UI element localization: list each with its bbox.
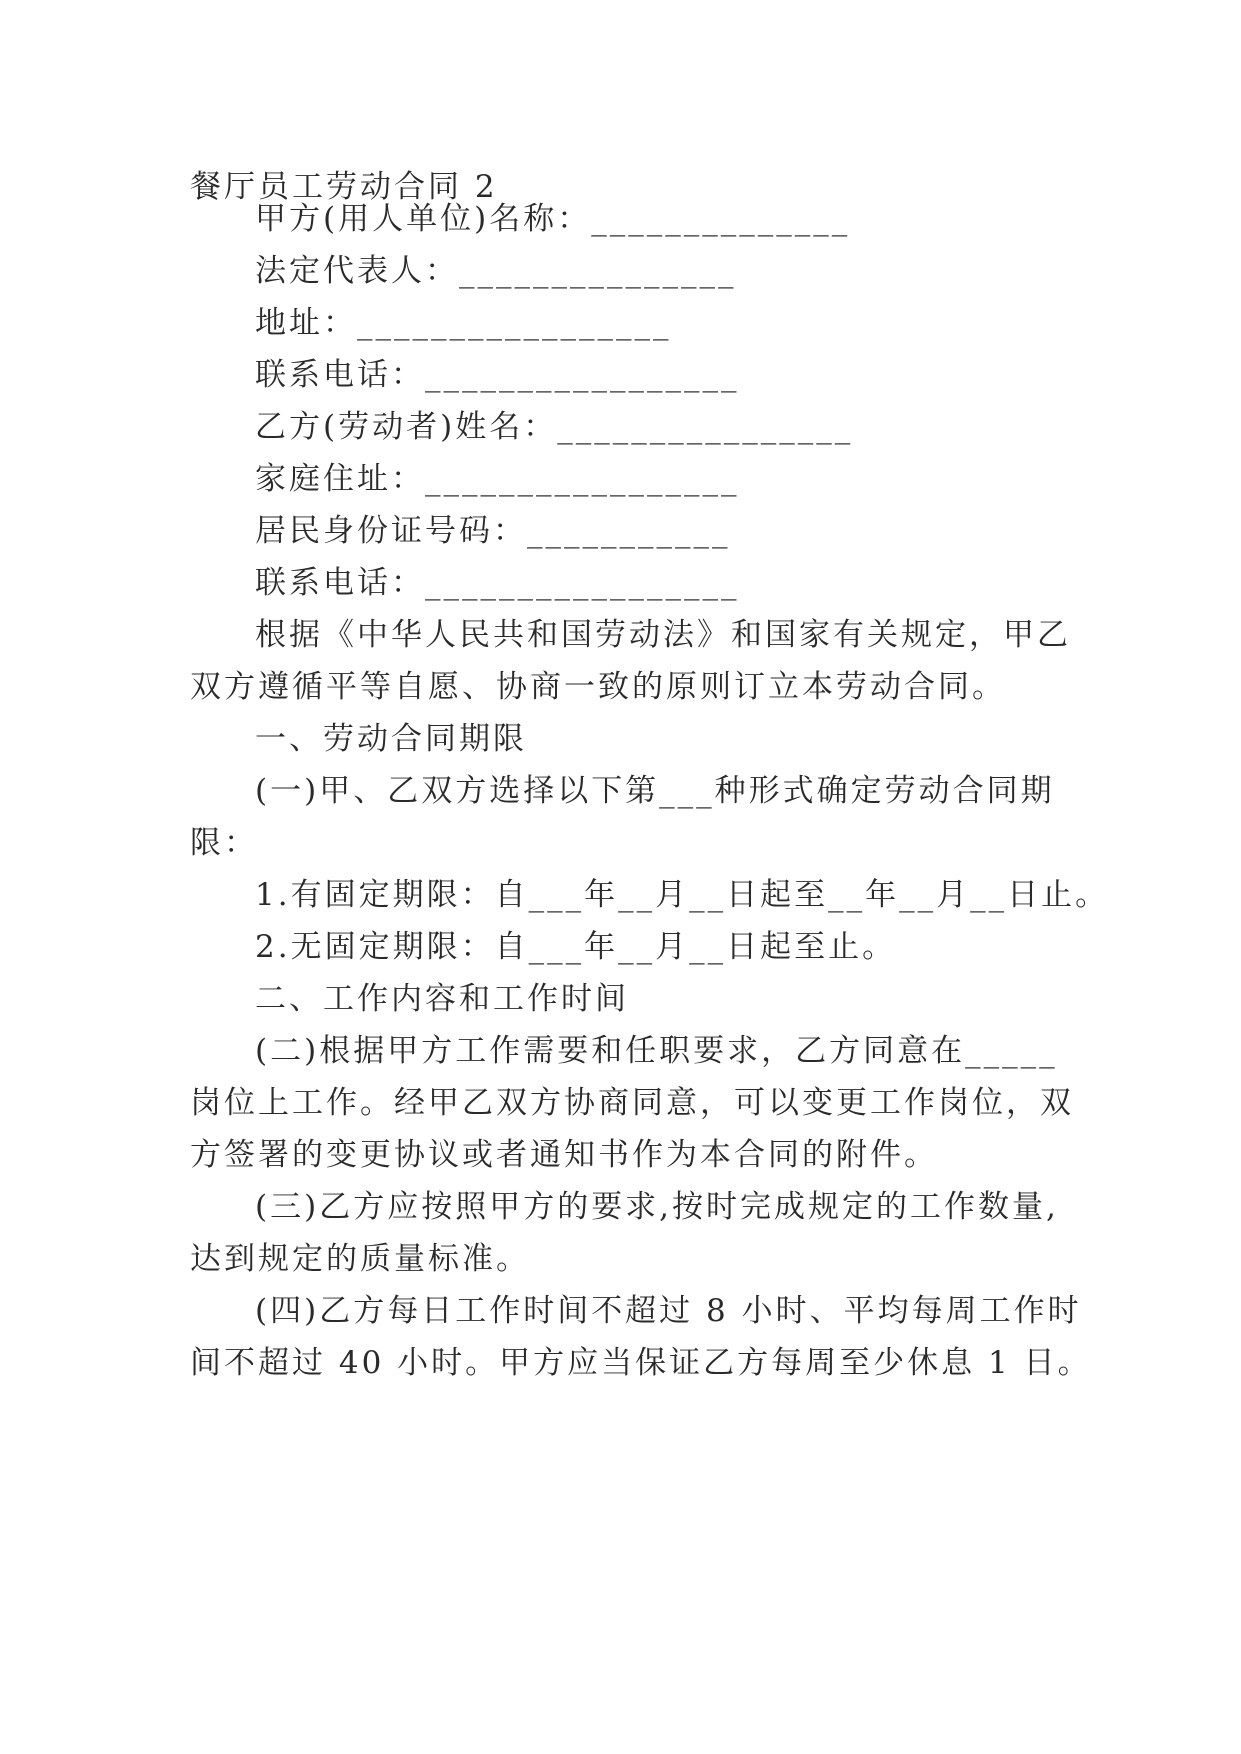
- option-fixed-term: 1.有固定期限：自___年__月__日起至__年__月__日止。: [255, 877, 1110, 913]
- clause-1-line-1: (一)甲、乙双方选择以下第___种形式确定劳动合同期: [255, 773, 1055, 809]
- clause-2-line-1: (二)根据甲方工作需要和任职要求，乙方同意在_____: [255, 1033, 1058, 1069]
- field-address: 地址：_________________: [255, 305, 672, 341]
- field-legal-rep: 法定代表人：_______________: [255, 253, 737, 289]
- intro-line-1: 根据《中华人民共和国劳动法》和国家有关规定，甲乙: [255, 617, 1071, 653]
- document-title: 餐厅员工劳动合同 2: [190, 169, 498, 205]
- field-id-number: 居民身份证号码：___________: [255, 513, 731, 549]
- clause-4-line-1: (四)乙方每日工作时间不超过 8 小时、平均每周工作时: [255, 1293, 1082, 1329]
- field-phone-2: 联系电话：_________________: [255, 565, 740, 601]
- option-open-term: 2.无固定期限：自___年__月__日起至止。: [255, 929, 897, 965]
- clause-4-line-2: 间不超过 40 小时。甲方应当保证乙方每周至少休息 1 日。: [190, 1345, 1092, 1381]
- clause-3-line-2: 达到规定的质量标准。: [190, 1241, 530, 1277]
- field-employee-name: 乙方(劳动者)姓名：________________: [255, 409, 854, 445]
- field-employer-name: 甲方(用人单位)名称：______________: [255, 201, 851, 237]
- clause-2-line-2: 岗位上工作。经甲乙双方协商同意，可以变更工作岗位，双: [190, 1085, 1074, 1121]
- intro-line-2: 双方遵循平等自愿、协商一致的原则订立本劳动合同。: [190, 669, 1006, 705]
- clause-1-line-2: 限：: [190, 825, 258, 861]
- section-1-heading: 一、劳动合同期限: [255, 721, 527, 757]
- clause-2-line-3: 方签署的变更协议或者通知书作为本合同的附件。: [190, 1137, 938, 1173]
- field-home-address: 家庭住址：_________________: [255, 461, 740, 497]
- field-phone-1: 联系电话：_________________: [255, 357, 740, 393]
- section-2-heading: 二、工作内容和工作时间: [255, 981, 629, 1017]
- clause-3-line-1: (三)乙方应按照甲方的要求,按时完成规定的工作数量,: [255, 1189, 1059, 1225]
